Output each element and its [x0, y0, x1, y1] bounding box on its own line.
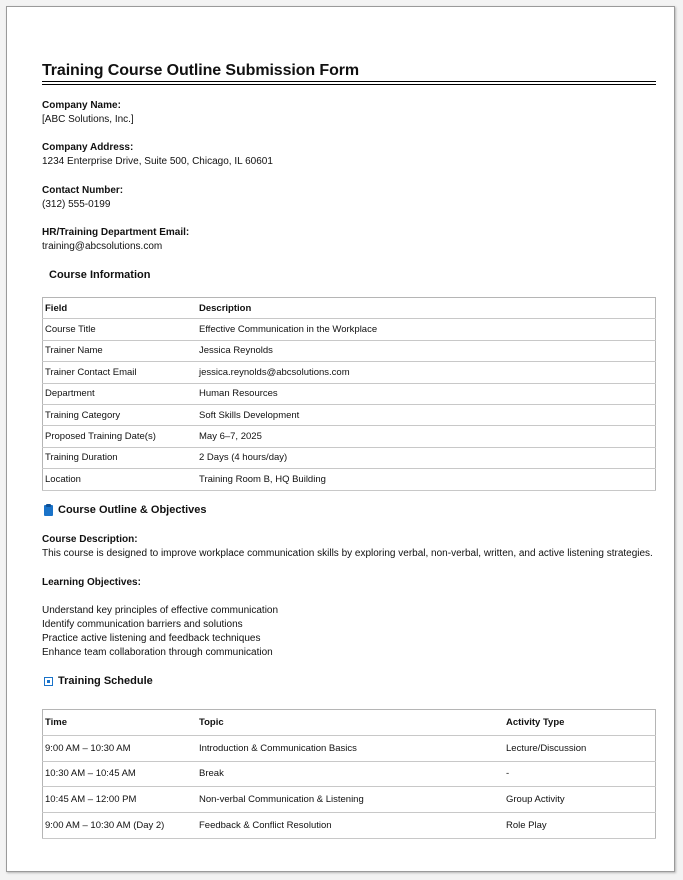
table-row	[43, 735, 656, 761]
table-cell: Lecture/Discussion	[504, 735, 656, 761]
course-description	[42, 533, 656, 561]
table-row	[43, 447, 656, 468]
table-cell: Soft Skills Development	[197, 404, 656, 425]
table-cell: Break	[197, 761, 504, 787]
course-information-heading	[49, 269, 150, 281]
title-underline	[42, 81, 656, 85]
company-address-field	[42, 141, 273, 169]
form-title: Training Course Outline Submission Form	[42, 62, 360, 79]
table-header-cell: Field	[43, 298, 198, 319]
company-name-label: Company Name:	[42, 100, 121, 111]
table-row	[43, 362, 656, 383]
table-row	[43, 340, 656, 361]
table-cell: Training Room B, HQ Building	[197, 469, 656, 490]
table-cell: Training Duration	[43, 447, 198, 468]
hr-email-field	[42, 226, 189, 254]
company-address-value: 1234 Enterprise Drive, Suite 500, Chicago, IL 60601	[42, 156, 273, 167]
hr-email-label: HR/Training Department Email:	[42, 227, 190, 238]
table-cell: 9:00 AM – 10:30 AM	[43, 735, 198, 761]
table-cell: Proposed Training Date(s)	[43, 426, 198, 447]
contact-number-field	[42, 184, 123, 212]
table-cell: 10:30 AM – 10:45 AM	[43, 761, 198, 787]
training-schedule-heading-text: Training Schedule	[58, 675, 153, 687]
table-cell: 10:45 AM – 12:00 PM	[43, 787, 198, 813]
training-schedule-table	[42, 709, 656, 839]
contact-number-value: (312) 555-0199	[42, 199, 111, 210]
table-header-cell: Time	[43, 710, 198, 736]
table-cell: Group Activity	[504, 787, 656, 813]
course-information-table	[42, 297, 656, 491]
table-cell: May 6–7, 2025	[197, 426, 656, 447]
calendar-icon	[44, 677, 53, 686]
table-cell: Effective Communication in the Workplace	[197, 319, 656, 340]
learning-objectives	[42, 576, 656, 590]
table-header-cell: Topic	[197, 710, 504, 736]
table-row	[43, 426, 656, 447]
course-description-label: Course Description:	[42, 534, 138, 545]
table-row	[43, 383, 656, 404]
learning-objectives-label: Learning Objectives:	[42, 577, 141, 588]
table-cell: Jessica Reynolds	[197, 340, 656, 361]
course-information-heading-text: Course Information	[49, 269, 151, 281]
table-header-row	[43, 298, 656, 319]
table-cell: Role Play	[504, 813, 656, 839]
document-page	[6, 6, 675, 872]
table-cell: Trainer Name	[43, 340, 198, 361]
course-outline-heading-text: Course Outline & Objectives	[58, 504, 207, 516]
company-name-value: [ABC Solutions, Inc.]	[42, 114, 134, 125]
clipboard-icon	[44, 504, 53, 516]
learning-objectives-list	[42, 604, 656, 660]
course-description-value: This course is designed to improve workplace communication skills by exploring verbal, non-verbal, written, and active listening strategies.	[42, 548, 653, 559]
table-header-cell: Description	[197, 298, 656, 319]
table-cell: 2 Days (4 hours/day)	[197, 447, 656, 468]
table-cell: 9:00 AM – 10:30 AM (Day 2)	[43, 813, 198, 839]
list-item: Identify communication barriers and solutions	[42, 619, 243, 630]
table-cell: Location	[43, 469, 198, 490]
table-row	[43, 404, 656, 425]
table-row	[43, 813, 656, 839]
contact-number-label: Contact Number:	[42, 185, 124, 196]
table-header-cell: Activity Type	[504, 710, 656, 736]
training-schedule-heading	[44, 675, 153, 687]
list-item: Enhance team collaboration through communication	[42, 647, 273, 658]
table-row	[43, 787, 656, 813]
table-cell: Human Resources	[197, 383, 656, 404]
table-header-row	[43, 710, 656, 736]
table-cell: Feedback & Conflict Resolution	[197, 813, 504, 839]
table-row	[43, 469, 656, 490]
company-address-label: Company Address:	[42, 142, 134, 153]
table-cell: Trainer Contact Email	[43, 362, 198, 383]
table-cell: -	[504, 761, 656, 787]
company-name-field	[42, 99, 134, 127]
table-cell: Non-verbal Communication & Listening	[197, 787, 504, 813]
table-row	[43, 761, 656, 787]
list-item: Understand key principles of effective communication	[42, 605, 279, 616]
table-cell: jessica.reynolds@abcsolutions.com	[197, 362, 656, 383]
table-cell: Department	[43, 383, 198, 404]
list-item: Practice active listening and feedback techniques	[42, 633, 261, 644]
hr-email-value: training@abcsolutions.com	[42, 241, 163, 252]
table-cell: Introduction & Communication Basics	[197, 735, 504, 761]
course-outline-heading	[44, 504, 207, 516]
table-cell: Training Category	[43, 404, 198, 425]
table-row	[43, 319, 656, 340]
table-cell: Course Title	[43, 319, 198, 340]
